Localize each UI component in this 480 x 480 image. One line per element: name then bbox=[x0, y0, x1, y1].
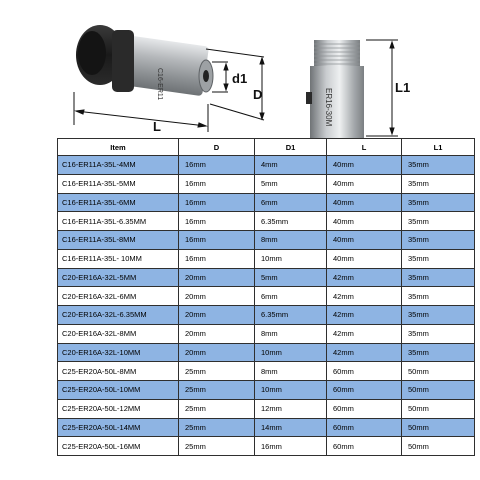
table-row bbox=[58, 193, 475, 212]
table-cell-l1: 35mm bbox=[402, 249, 475, 268]
table-body bbox=[58, 156, 475, 456]
table-cell-d: 20mm bbox=[179, 287, 255, 306]
table-cell-d: 20mm bbox=[179, 268, 255, 287]
table-cell-d: 25mm bbox=[179, 418, 255, 437]
table-cell-l1: 35mm bbox=[402, 343, 475, 362]
table-header-row bbox=[58, 139, 475, 156]
table-cell-l1: 50mm bbox=[402, 399, 475, 418]
table-cell-d: 20mm bbox=[179, 324, 255, 343]
table-cell-l: 40mm bbox=[327, 231, 402, 250]
table-cell-d1: 8mm bbox=[255, 231, 327, 250]
table-cell-l: 60mm bbox=[327, 437, 402, 456]
column-header-L1: L1 bbox=[402, 139, 475, 156]
table-cell-d: 25mm bbox=[179, 437, 255, 456]
product-figure bbox=[0, 0, 480, 138]
table-row bbox=[58, 231, 475, 250]
table-cell-l1: 35mm bbox=[402, 324, 475, 343]
table-row bbox=[58, 156, 475, 175]
table-cell-l1: 35mm bbox=[402, 231, 475, 250]
table-cell-d: 16mm bbox=[179, 156, 255, 175]
table-row bbox=[58, 174, 475, 193]
table-cell-l: 40mm bbox=[327, 249, 402, 268]
table-cell-l1: 50mm bbox=[402, 437, 475, 456]
dim-label-d1: d1 bbox=[232, 71, 248, 86]
table-cell-item: C25-ER20A-50L-10MM bbox=[58, 381, 179, 400]
table-cell-l1: 35mm bbox=[402, 156, 475, 175]
table-cell-d: 16mm bbox=[179, 249, 255, 268]
table-cell-d: 25mm bbox=[179, 399, 255, 418]
table-cell-d1: 10mm bbox=[255, 249, 327, 268]
table-row bbox=[58, 287, 475, 306]
collet-chuck-left-image bbox=[76, 25, 213, 100]
chuck-nut-face bbox=[78, 31, 106, 75]
table-row bbox=[58, 343, 475, 362]
engraving-left: C16-ER11 bbox=[156, 68, 163, 101]
table-cell-d1: 10mm bbox=[255, 381, 327, 400]
set-screw bbox=[306, 92, 312, 104]
chuck-collar bbox=[112, 30, 134, 92]
table-cell-d1: 6.35mm bbox=[255, 212, 327, 231]
dim-label-L1: L1 bbox=[395, 80, 411, 95]
column-header-D1: D1 bbox=[255, 139, 327, 156]
table-cell-d: 25mm bbox=[179, 381, 255, 400]
table-cell-item: C16-ER11A-35L-8MM bbox=[58, 231, 179, 250]
table-cell-l: 42mm bbox=[327, 287, 402, 306]
table-cell-l1: 35mm bbox=[402, 174, 475, 193]
table-cell-item: C25-ER20A-50L-16MM bbox=[58, 437, 179, 456]
column-header-item: Item bbox=[58, 139, 179, 156]
table-cell-l1: 35mm bbox=[402, 193, 475, 212]
table-cell-d: 16mm bbox=[179, 174, 255, 193]
table-row bbox=[58, 362, 475, 381]
table-cell-d1: 6mm bbox=[255, 287, 327, 306]
table-cell-d1: 16mm bbox=[255, 437, 327, 456]
table-cell-item: C20-ER16A-32L-8MM bbox=[58, 324, 179, 343]
table-cell-l: 42mm bbox=[327, 268, 402, 287]
table-cell-item: C25-ER20A-50L-14MM bbox=[58, 418, 179, 437]
dim-label-D: D bbox=[253, 87, 263, 102]
table-cell-l1: 35mm bbox=[402, 268, 475, 287]
table-cell-item: C20-ER16A-32L-10MM bbox=[58, 343, 179, 362]
table-row bbox=[58, 399, 475, 418]
table-cell-d: 16mm bbox=[179, 212, 255, 231]
table-cell-l: 42mm bbox=[327, 306, 402, 325]
table-cell-l1: 35mm bbox=[402, 306, 475, 325]
table-cell-d1: 10mm bbox=[255, 343, 327, 362]
table-cell-l1: 50mm bbox=[402, 381, 475, 400]
table-cell-d1: 5mm bbox=[255, 268, 327, 287]
spec-table bbox=[57, 138, 475, 456]
table-cell-d1: 6mm bbox=[255, 193, 327, 212]
table-row bbox=[58, 212, 475, 231]
table-cell-l1: 50mm bbox=[402, 418, 475, 437]
table-cell-item: C20-ER16A-32L-5MM bbox=[58, 268, 179, 287]
collet-chuck-right-image bbox=[306, 40, 364, 138]
table-cell-d: 25mm bbox=[179, 362, 255, 381]
body bbox=[310, 66, 364, 138]
table-row bbox=[58, 324, 475, 343]
table-cell-item: C16-ER11A-35L-4MM bbox=[58, 156, 179, 175]
table-cell-l: 60mm bbox=[327, 418, 402, 437]
table-cell-d: 20mm bbox=[179, 306, 255, 325]
table-cell-l: 40mm bbox=[327, 193, 402, 212]
table-cell-d: 16mm bbox=[179, 193, 255, 212]
table-row bbox=[58, 249, 475, 268]
table-cell-item: C16-ER11A-35L-5MM bbox=[58, 174, 179, 193]
table-cell-l1: 35mm bbox=[402, 287, 475, 306]
table-cell-item: C16-ER11A-35L- 10MM bbox=[58, 249, 179, 268]
table-cell-d: 20mm bbox=[179, 343, 255, 362]
table-row bbox=[58, 268, 475, 287]
table-cell-item: C16-ER11A-35L-6MM bbox=[58, 193, 179, 212]
table-cell-l: 40mm bbox=[327, 156, 402, 175]
table-cell-item: C16-ER11A-35L-6.35MM bbox=[58, 212, 179, 231]
table-cell-l: 40mm bbox=[327, 174, 402, 193]
table-cell-d: 16mm bbox=[179, 231, 255, 250]
table-row bbox=[58, 418, 475, 437]
table-cell-l: 42mm bbox=[327, 324, 402, 343]
table-cell-l1: 35mm bbox=[402, 212, 475, 231]
bore bbox=[203, 70, 209, 82]
table-cell-item: C25-ER20A-50L-8MM bbox=[58, 362, 179, 381]
table-cell-d1: 8mm bbox=[255, 324, 327, 343]
table-row bbox=[58, 381, 475, 400]
table-cell-d1: 12mm bbox=[255, 399, 327, 418]
column-header-L: L bbox=[327, 139, 402, 156]
table-cell-l: 60mm bbox=[327, 399, 402, 418]
table-cell-l1: 50mm bbox=[402, 362, 475, 381]
table-row bbox=[58, 306, 475, 325]
table-cell-d1: 4mm bbox=[255, 156, 327, 175]
table-cell-d1: 5mm bbox=[255, 174, 327, 193]
table-cell-d1: 6.35mm bbox=[255, 306, 327, 325]
table-cell-item: C25-ER20A-50L-12MM bbox=[58, 399, 179, 418]
table-cell-d1: 14mm bbox=[255, 418, 327, 437]
table-cell-d1: 8mm bbox=[255, 362, 327, 381]
engraving-right: ER16-30M bbox=[324, 88, 333, 127]
table-cell-l: 60mm bbox=[327, 381, 402, 400]
column-header-D: D bbox=[179, 139, 255, 156]
table-cell-l: 60mm bbox=[327, 362, 402, 381]
table-row bbox=[58, 437, 475, 456]
table-cell-l: 42mm bbox=[327, 343, 402, 362]
table-cell-item: C20-ER16A-32L-6MM bbox=[58, 287, 179, 306]
table-cell-l: 40mm bbox=[327, 212, 402, 231]
dimension-lines-right bbox=[366, 40, 398, 136]
dim-label-L: L bbox=[153, 119, 161, 134]
table-cell-item: C20-ER16A-32L-6.35MM bbox=[58, 306, 179, 325]
